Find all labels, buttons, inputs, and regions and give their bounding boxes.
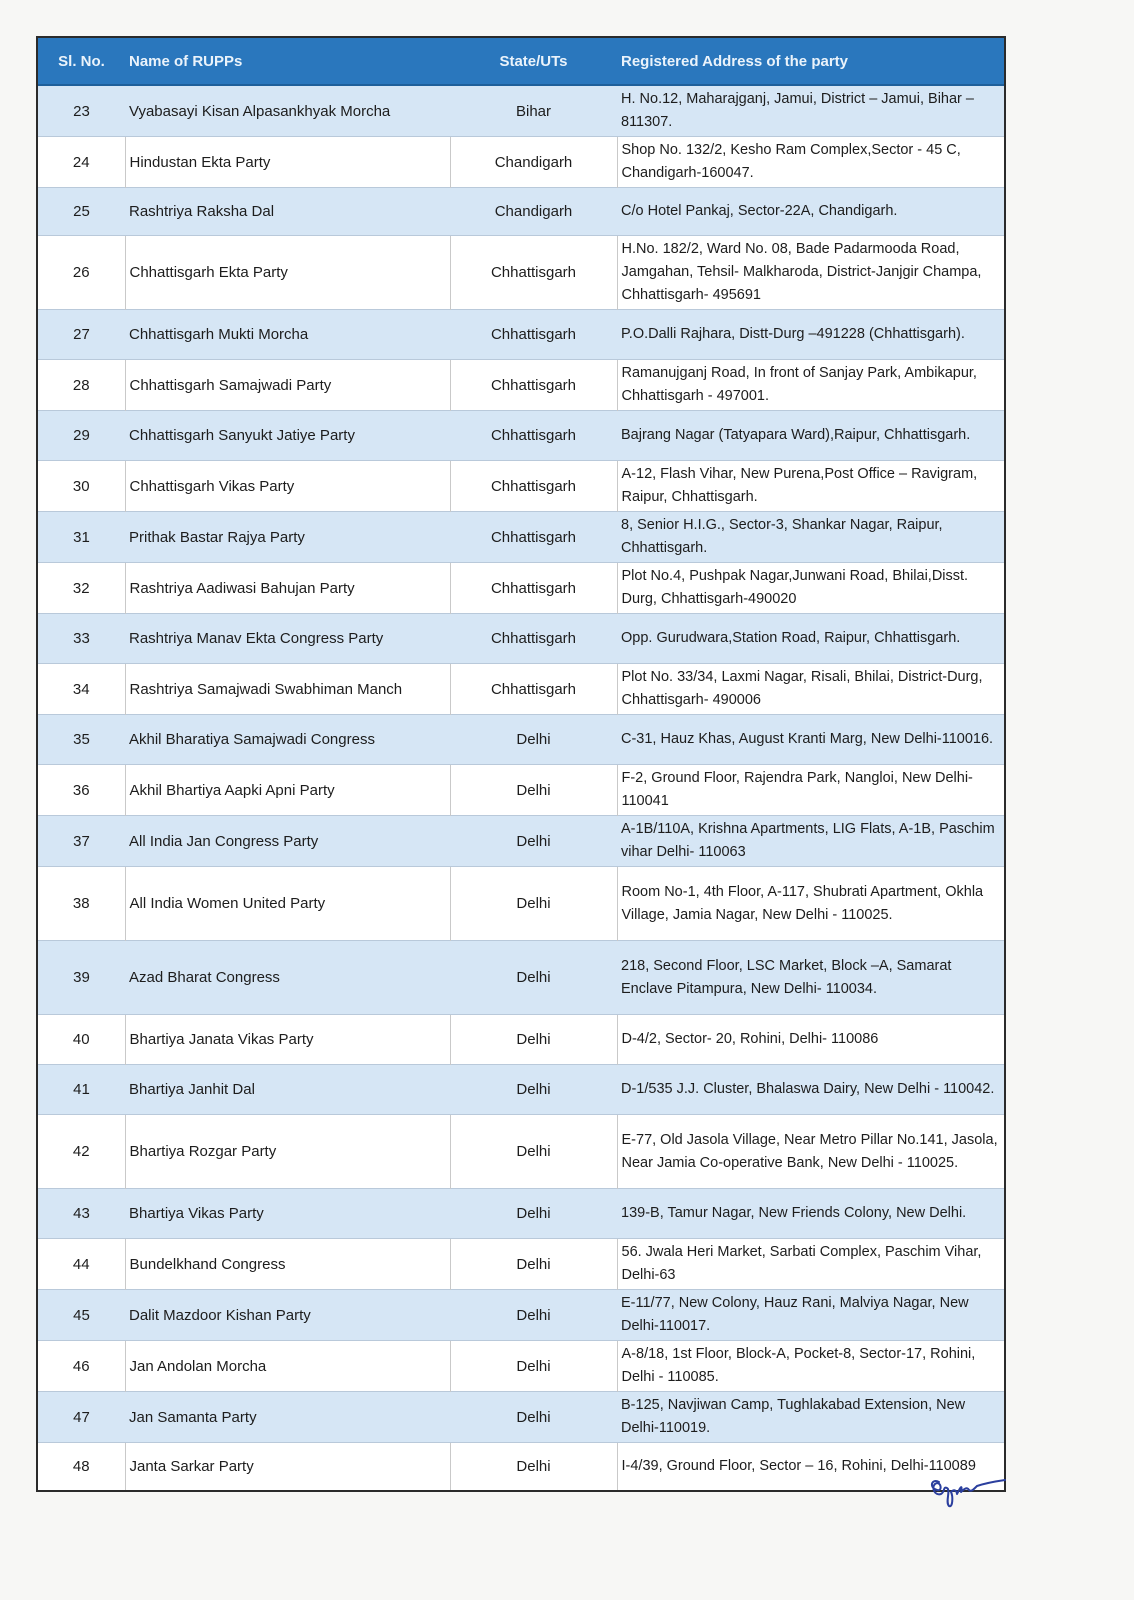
party-name-cell: Rashtriya Raksha Dal	[125, 188, 450, 236]
party-name-cell: Bhartiya Rozgar Party	[125, 1115, 450, 1189]
rupp-table	[38, 38, 1004, 1490]
sl-no-cell: 42	[38, 1115, 125, 1189]
party-name-cell: Bhartiya Janhit Dal	[125, 1065, 450, 1115]
table-row	[38, 85, 1004, 137]
sl-no-cell: 34	[38, 664, 125, 715]
address-cell: Bajrang Nagar (Tatyapara Ward),Raipur, Chhattisgarh.	[617, 411, 1004, 461]
party-name-cell: Jan Andolan Morcha	[125, 1341, 450, 1392]
table-row	[38, 1443, 1004, 1491]
party-name-cell: Chhattisgarh Vikas Party	[125, 461, 450, 512]
table-row	[38, 664, 1004, 715]
address-cell: Shop No. 132/2, Kesho Ram Complex,Sector - 45 C, Chandigarh-160047.	[617, 137, 1004, 188]
party-name-cell: Bundelkhand Congress	[125, 1239, 450, 1290]
address-cell: Plot No.4, Pushpak Nagar,Junwani Road, Bhilai,Disst. Durg, Chhattisgarh-490020	[617, 563, 1004, 614]
sl-no-cell: 28	[38, 360, 125, 411]
table-row	[38, 360, 1004, 411]
state-cell: Delhi	[450, 1115, 617, 1189]
state-cell: Delhi	[450, 941, 617, 1015]
party-name-cell: Chhattisgarh Sanyukt Jatiye Party	[125, 411, 450, 461]
party-name-cell: Akhil Bharatiya Samajwadi Congress	[125, 715, 450, 765]
party-name-cell: Azad Bharat Congress	[125, 941, 450, 1015]
table-row	[38, 563, 1004, 614]
address-cell: B-125, Navjiwan Camp, Tughlakabad Extension, New Delhi-110019.	[617, 1392, 1004, 1443]
address-cell: C-31, Hauz Khas, August Kranti Marg, New Delhi-110016.	[617, 715, 1004, 765]
table-row	[38, 236, 1004, 310]
table-row	[38, 1189, 1004, 1239]
address-cell: I-4/39, Ground Floor, Sector – 16, Rohini, Delhi-110089	[617, 1443, 1004, 1491]
state-cell: Chhattisgarh	[450, 664, 617, 715]
sl-no-cell: 45	[38, 1290, 125, 1341]
sl-no-cell: 47	[38, 1392, 125, 1443]
state-cell: Delhi	[450, 715, 617, 765]
sl-no-cell: 39	[38, 941, 125, 1015]
address-cell: H.No. 182/2, Ward No. 08, Bade Padarmooda Road, Jamgahan, Tehsil- Malkharoda, District-Janjgir Champa, Chhattisgarh- 495691	[617, 236, 1004, 310]
party-name-cell: Bhartiya Janata Vikas Party	[125, 1015, 450, 1065]
rupp-table-page	[36, 36, 1006, 1492]
sl-no-cell: 37	[38, 816, 125, 867]
address-cell: Ramanujganj Road, In front of Sanjay Park, Ambikapur, Chhattisgarh - 497001.	[617, 360, 1004, 411]
address-cell: 8, Senior H.I.G., Sector-3, Shankar Nagar, Raipur, Chhattisgarh.	[617, 512, 1004, 563]
sl-no-cell: 43	[38, 1189, 125, 1239]
address-cell: D-4/2, Sector- 20, Rohini, Delhi- 110086	[617, 1015, 1004, 1065]
party-name-cell: All India Jan Congress Party	[125, 816, 450, 867]
state-cell: Delhi	[450, 1392, 617, 1443]
party-name-cell: Rashtriya Samajwadi Swabhiman Manch	[125, 664, 450, 715]
state-cell: Bihar	[450, 85, 617, 137]
address-cell: E-77, Old Jasola Village, Near Metro Pillar No.141, Jasola, Near Jamia Co-operative Bank, New Delhi - 110025.	[617, 1115, 1004, 1189]
header-sl-no: Sl. No.	[38, 38, 125, 85]
party-name-cell: Chhattisgarh Samajwadi Party	[125, 360, 450, 411]
sl-no-cell: 41	[38, 1065, 125, 1115]
table-row	[38, 867, 1004, 941]
table-row	[38, 512, 1004, 563]
sl-no-cell: 44	[38, 1239, 125, 1290]
table-row	[38, 188, 1004, 236]
sl-no-cell: 24	[38, 137, 125, 188]
sl-no-cell: 33	[38, 614, 125, 664]
party-name-cell: Hindustan Ekta Party	[125, 137, 450, 188]
state-cell: Delhi	[450, 867, 617, 941]
handwritten-signature-icon	[925, 1468, 1015, 1518]
sl-no-cell: 29	[38, 411, 125, 461]
table-row	[38, 1065, 1004, 1115]
state-cell: Delhi	[450, 1290, 617, 1341]
table-header-row	[38, 38, 1004, 85]
table-row	[38, 310, 1004, 360]
address-cell: 139-B, Tamur Nagar, New Friends Colony, New Delhi.	[617, 1189, 1004, 1239]
state-cell: Delhi	[450, 1015, 617, 1065]
table-row	[38, 1115, 1004, 1189]
sl-no-cell: 40	[38, 1015, 125, 1065]
header-address: Registered Address of the party	[617, 38, 1004, 85]
table-row	[38, 765, 1004, 816]
state-cell: Chhattisgarh	[450, 461, 617, 512]
party-name-cell: Rashtriya Aadiwasi Bahujan Party	[125, 563, 450, 614]
address-cell: P.O.Dalli Rajhara, Distt-Durg –491228 (Chhattisgarh).	[617, 310, 1004, 360]
address-cell: E-11/77, New Colony, Hauz Rani, Malviya Nagar, New Delhi-110017.	[617, 1290, 1004, 1341]
address-cell: H. No.12, Maharajganj, Jamui, District – Jamui, Bihar – 811307.	[617, 85, 1004, 137]
state-cell: Delhi	[450, 765, 617, 816]
header-state: State/UTs	[450, 38, 617, 85]
address-cell: Opp. Gurudwara,Station Road, Raipur, Chhattisgarh.	[617, 614, 1004, 664]
state-cell: Delhi	[450, 816, 617, 867]
party-name-cell: Chhattisgarh Ekta Party	[125, 236, 450, 310]
party-name-cell: Dalit Mazdoor Kishan Party	[125, 1290, 450, 1341]
sl-no-cell: 30	[38, 461, 125, 512]
address-cell: C/o Hotel Pankaj, Sector-22A, Chandigarh.	[617, 188, 1004, 236]
sl-no-cell: 23	[38, 85, 125, 137]
address-cell: 56. Jwala Heri Market, Sarbati Complex, Paschim Vihar, Delhi-63	[617, 1239, 1004, 1290]
state-cell: Delhi	[450, 1341, 617, 1392]
address-cell: F-2, Ground Floor, Rajendra Park, Nangloi, New Delhi-110041	[617, 765, 1004, 816]
party-name-cell: Chhattisgarh Mukti Morcha	[125, 310, 450, 360]
address-cell: 218, Second Floor, LSC Market, Block –A, Samarat Enclave Pitampura, New Delhi- 110034.	[617, 941, 1004, 1015]
party-name-cell: All India Women United Party	[125, 867, 450, 941]
sl-no-cell: 36	[38, 765, 125, 816]
table-row	[38, 816, 1004, 867]
party-name-cell: Jan Samanta Party	[125, 1392, 450, 1443]
party-name-cell: Bhartiya Vikas Party	[125, 1189, 450, 1239]
sl-no-cell: 26	[38, 236, 125, 310]
address-cell: Plot No. 33/34, Laxmi Nagar, Risali, Bhilai, District-Durg, Chhattisgarh- 490006	[617, 664, 1004, 715]
table-row	[38, 1392, 1004, 1443]
state-cell: Chhattisgarh	[450, 236, 617, 310]
sl-no-cell: 25	[38, 188, 125, 236]
sl-no-cell: 48	[38, 1443, 125, 1491]
address-cell: D-1/535 J.J. Cluster, Bhalaswa Dairy, New Delhi - 110042.	[617, 1065, 1004, 1115]
state-cell: Delhi	[450, 1189, 617, 1239]
party-name-cell: Janta Sarkar Party	[125, 1443, 450, 1491]
table-row	[38, 1290, 1004, 1341]
address-cell: A-12, Flash Vihar, New Purena,Post Office – Ravigram, Raipur, Chhattisgarh.	[617, 461, 1004, 512]
state-cell: Delhi	[450, 1065, 617, 1115]
state-cell: Chandigarh	[450, 137, 617, 188]
sl-no-cell: 46	[38, 1341, 125, 1392]
sl-no-cell: 32	[38, 563, 125, 614]
state-cell: Chhattisgarh	[450, 563, 617, 614]
sl-no-cell: 27	[38, 310, 125, 360]
party-name-cell: Rashtriya Manav Ekta Congress Party	[125, 614, 450, 664]
state-cell: Chhattisgarh	[450, 411, 617, 461]
table-row	[38, 614, 1004, 664]
state-cell: Chhattisgarh	[450, 360, 617, 411]
party-name-cell: Vyabasayi Kisan Alpasankhyak Morcha	[125, 85, 450, 137]
table-row	[38, 411, 1004, 461]
state-cell: Chandigarh	[450, 188, 617, 236]
address-cell: Room No-1, 4th Floor, A-117, Shubrati Apartment, Okhla Village, Jamia Nagar, New Delhi - 110025.	[617, 867, 1004, 941]
state-cell: Chhattisgarh	[450, 614, 617, 664]
table-row	[38, 1015, 1004, 1065]
table-row	[38, 941, 1004, 1015]
sl-no-cell: 31	[38, 512, 125, 563]
state-cell: Chhattisgarh	[450, 310, 617, 360]
table-row	[38, 1341, 1004, 1392]
table-row	[38, 715, 1004, 765]
address-cell: A-1B/110A, Krishna Apartments, LIG Flats, A-1B, Paschim vihar Delhi- 110063	[617, 816, 1004, 867]
table-row	[38, 137, 1004, 188]
state-cell: Chhattisgarh	[450, 512, 617, 563]
sl-no-cell: 38	[38, 867, 125, 941]
party-name-cell: Prithak Bastar Rajya Party	[125, 512, 450, 563]
sl-no-cell: 35	[38, 715, 125, 765]
table-row	[38, 1239, 1004, 1290]
header-name: Name of RUPPs	[125, 38, 450, 85]
state-cell: Delhi	[450, 1239, 617, 1290]
table-row	[38, 461, 1004, 512]
state-cell: Delhi	[450, 1443, 617, 1491]
address-cell: A-8/18, 1st Floor, Block-A, Pocket-8, Sector-17, Rohini, Delhi - 110085.	[617, 1341, 1004, 1392]
party-name-cell: Akhil Bhartiya Aapki Apni Party	[125, 765, 450, 816]
